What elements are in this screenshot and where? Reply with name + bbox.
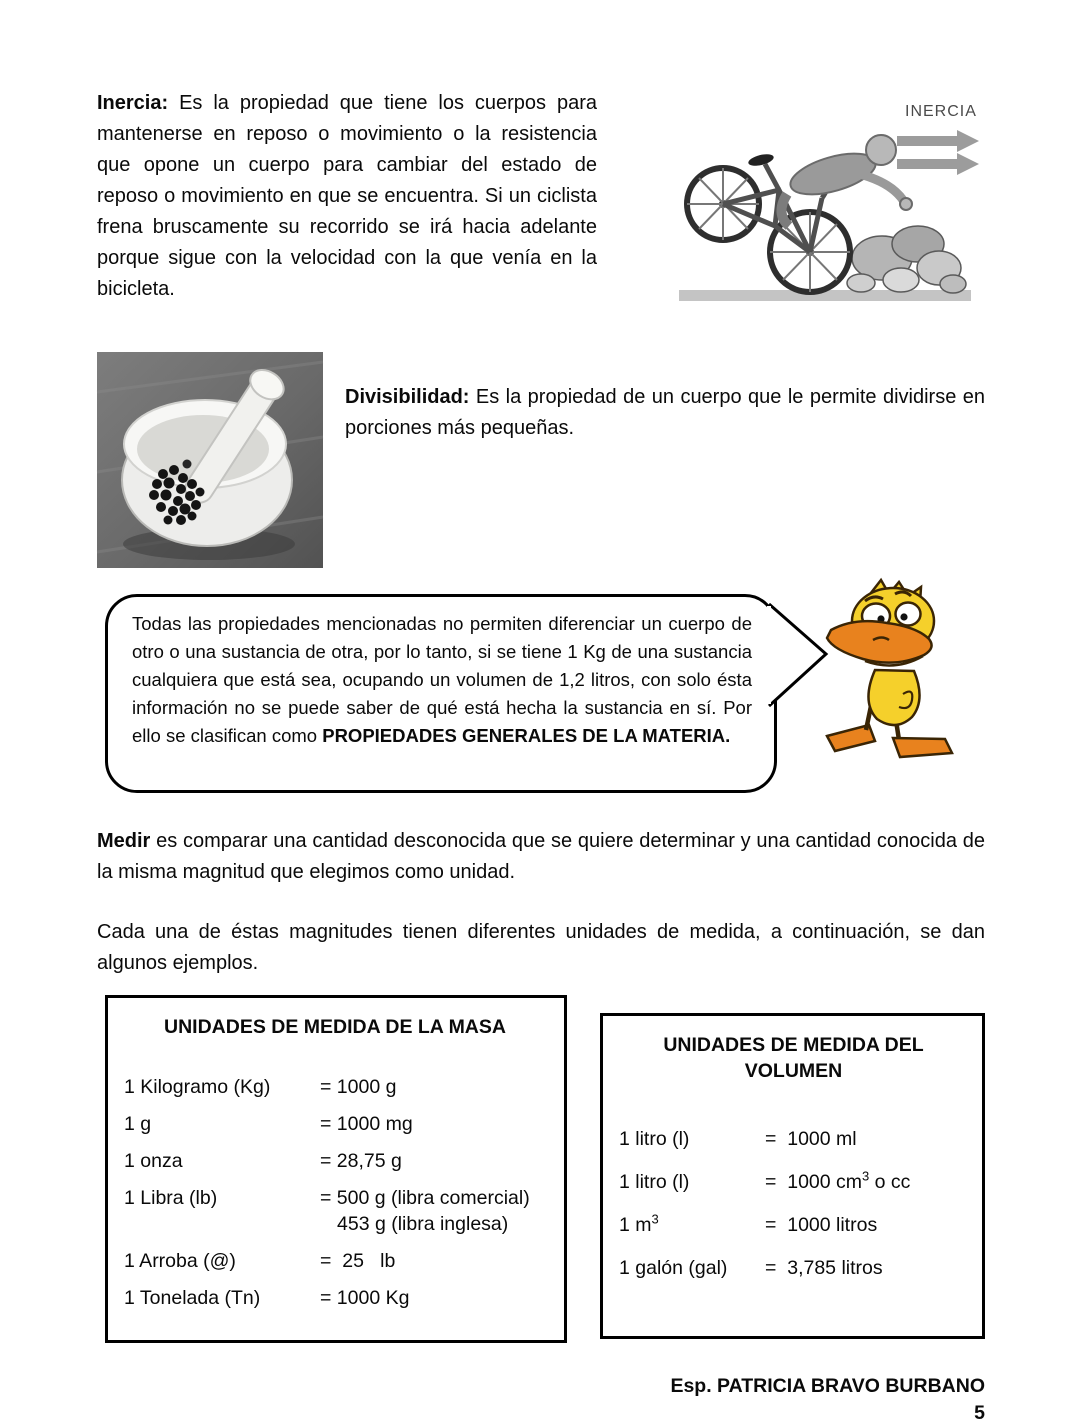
unit-value bbox=[320, 1185, 546, 1237]
table-row bbox=[619, 1169, 968, 1195]
table-row bbox=[124, 1185, 546, 1237]
divisibilidad-term: Divisibilidad: bbox=[345, 386, 470, 408]
medir-body: es comparar una cantidad desconocida que se quiere determinar y una cantidad conocida de la misma magnitud que elegimos como unidad. bbox=[97, 830, 985, 883]
unit-value-line1: = 500 g (libra comercial) bbox=[320, 1187, 530, 1209]
mass-units-table bbox=[105, 995, 567, 1343]
divisibilidad-paragraph bbox=[345, 352, 985, 444]
table-row bbox=[124, 1285, 546, 1311]
inercia-body: Es la propiedad que tiene los cuerpos para mantenerse en reposo o movimiento o la resistencia que opone un cuerpo para cambiar del estado de reposo o movimiento en que se encuentra. Si un ciclista frena bruscamente su recorrido se irá hacia adelante porque sigue con la velocidad con la que venía en la bicicleta. bbox=[97, 92, 597, 300]
unit-name: 1 Tonelada (Tn) bbox=[124, 1287, 261, 1309]
unit-value: = 1000 Kg bbox=[320, 1287, 410, 1309]
mortar-pestle-image bbox=[97, 352, 323, 568]
unit-name: 1 Kilogramo (Kg) bbox=[124, 1076, 271, 1098]
unit-value: = 3,785 litros bbox=[765, 1257, 883, 1279]
unit-pre: 1 m bbox=[619, 1214, 652, 1236]
divisibilidad-section bbox=[97, 352, 985, 568]
inercia-term: Inercia: bbox=[97, 92, 169, 114]
page-number: 5 bbox=[974, 1402, 985, 1424]
inercia-paragraph bbox=[97, 88, 597, 305]
volume-units-table bbox=[600, 1013, 985, 1339]
inertia-figure-label: INERCIA bbox=[905, 103, 977, 120]
unit-value: = 25 lb bbox=[320, 1250, 396, 1272]
unit-name: 1 g bbox=[124, 1113, 152, 1135]
unit-name: 1 onza bbox=[124, 1150, 183, 1172]
speech-bubble bbox=[105, 594, 777, 793]
volume-table-title: UNIDADES DE MEDIDA DEL VOLUMEN bbox=[663, 1034, 924, 1082]
unit-value: = 1000 ml bbox=[765, 1128, 857, 1150]
table-row bbox=[619, 1212, 968, 1238]
value-pre: = 1000 cm bbox=[765, 1171, 863, 1193]
page-footer bbox=[97, 1373, 985, 1427]
unit-value: = 1000 g bbox=[320, 1076, 397, 1098]
medir-paragraph bbox=[97, 826, 985, 888]
callout-section bbox=[97, 594, 985, 802]
table-row bbox=[619, 1126, 968, 1152]
unit-value: = 1000 litros bbox=[765, 1214, 878, 1236]
unit-value: = 28,75 g bbox=[320, 1150, 402, 1172]
rocks bbox=[847, 226, 966, 293]
value-superscript: 3 bbox=[862, 1168, 870, 1184]
table-row bbox=[124, 1111, 546, 1137]
value-post: o cc bbox=[869, 1171, 911, 1193]
mass-table-rows bbox=[124, 1074, 546, 1311]
table-row bbox=[124, 1248, 546, 1274]
divisibilidad-body: Es la propiedad de un cuerpo que le permite dividirse en porciones más pequeñas. bbox=[345, 386, 985, 439]
medir-term: Medir bbox=[97, 830, 151, 852]
callout-text: Todas las propiedades mencionadas no permiten diferenciar un cuerpo de otro o una sustancia de otra, por lo tanto, si se tiene 1 Kg de una sustancia cualquiera que está sea, ocupando un volumen de 1,2 litros, con solo ésta información no se puede saber de qué está hecha la sustancia en sí. Por ello se clasifican como bbox=[132, 613, 752, 746]
unit-name: 1 litro (l) bbox=[619, 1171, 690, 1193]
table-row bbox=[124, 1074, 546, 1100]
unit-value: = 1000 mg bbox=[320, 1113, 413, 1135]
tables-intro-paragraph: Cada una de éstas magnitudes tienen diferentes unidades de medida, a continuación, se dan algunos ejemplos. bbox=[97, 921, 985, 974]
unit-superscript: 3 bbox=[651, 1211, 659, 1227]
unit-name bbox=[619, 1212, 765, 1238]
unit-value-line2: 453 g (libra inglesa) bbox=[337, 1213, 509, 1235]
table-row bbox=[124, 1148, 546, 1174]
cartoon-duck-image bbox=[815, 578, 967, 770]
unit-name: 1 galón (gal) bbox=[619, 1257, 728, 1279]
mass-table-title: UNIDADES DE MEDIDA DE LA MASA bbox=[164, 1016, 506, 1038]
callout-bold-text: PROPIEDADES GENERALES DE LA MATERIA. bbox=[322, 725, 731, 746]
unit-tables-section bbox=[97, 995, 985, 1343]
inercia-section bbox=[97, 88, 985, 306]
divisibilidad-text bbox=[345, 382, 985, 444]
unit-name: 1 litro (l) bbox=[619, 1128, 690, 1150]
volume-table-rows bbox=[619, 1126, 968, 1281]
inercia-text bbox=[97, 88, 597, 305]
table-row bbox=[619, 1255, 968, 1281]
inertia-cyclist-image bbox=[675, 94, 985, 306]
footer-author: Esp. PATRICIA BRAVO BURBANO bbox=[670, 1375, 985, 1397]
unit-name: 1 Libra (lb) bbox=[124, 1187, 218, 1209]
inertia-arrows-icon bbox=[897, 130, 979, 175]
unit-value bbox=[765, 1169, 968, 1195]
unit-name: 1 Arroba (@) bbox=[124, 1250, 236, 1272]
